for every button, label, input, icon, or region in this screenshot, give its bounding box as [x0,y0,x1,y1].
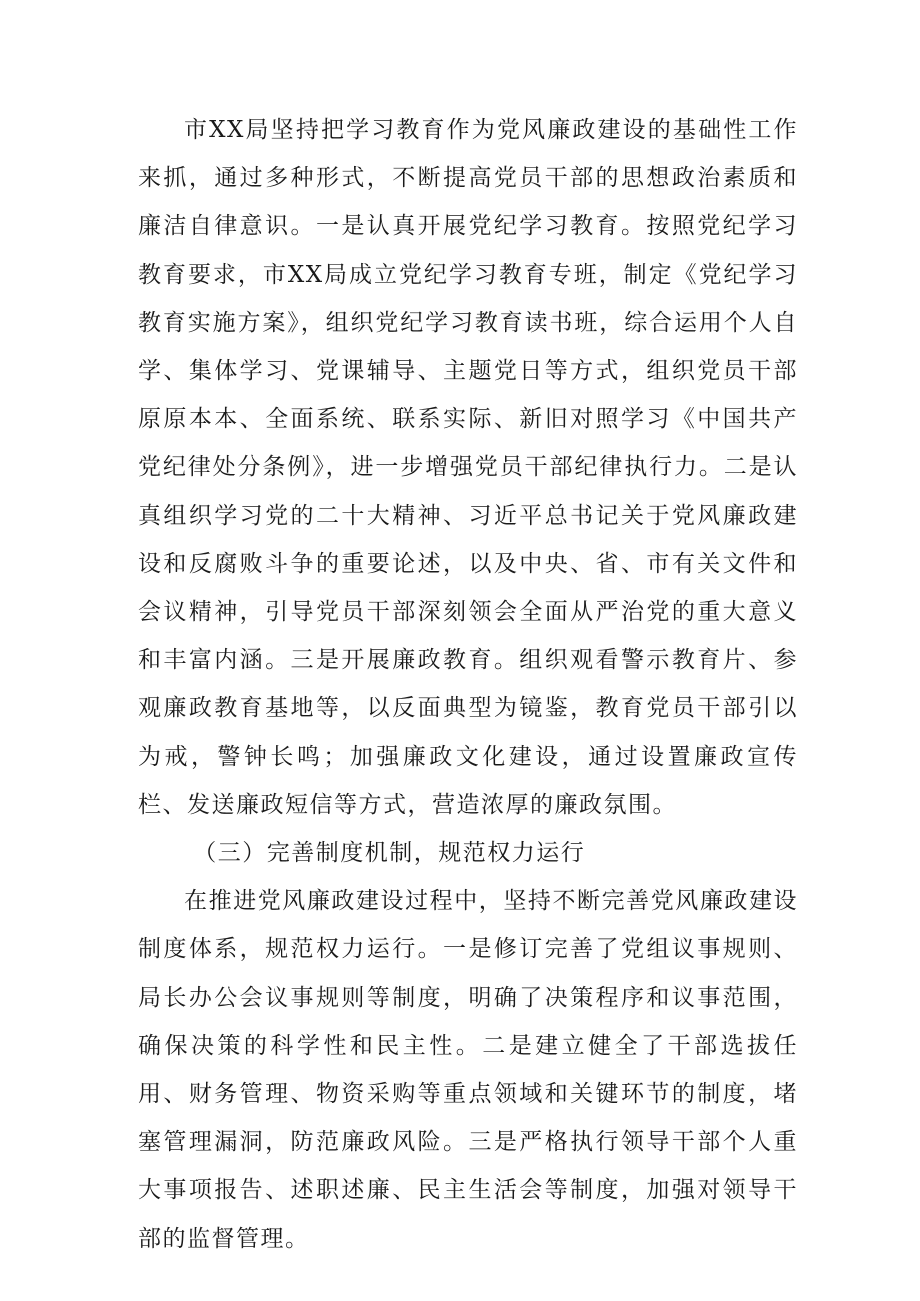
body-paragraph-1: 市XX局坚持把学习教育作为党风廉政建设的基础性工作来抓，通过多种形式，不断提高党员干部的思想政治素质和廉洁自律意识。一是认真开展党纪学习教育。按照党纪学习教育要求，市XX局成立党纪学习教育专班，制定《党纪学习教育实施方案》，组织党纪学习教育读书班，综合运用个人自学、集体学习、党课辅导、主题党日等方式，组织党员干部原原本本、全面系统、联系实际、新旧对照学习《中国共产党纪律处分条例》，进一步增强党员干部纪律执行力。二是认真组织学习党的二十大精神、习近平总书记关于党风廉政建设和反腐败斗争的重要论述，以及中央、省、市有关文件和会议精神，引导党员干部深刻领会全面从严治党的重大意义和丰富内涵。三是开展廉政教育。组织观看警示教育片、参观廉政教育基地等，以反面典型为镜鉴，教育党员干部引以为戒，警钟长鸣；加强廉政文化建设，通过设置廉政宣传栏、发送廉政短信等方式，营造浓厚的廉政氛围。 [138,117,798,818]
body-paragraph-2: 在推进党风廉政建设过程中，坚持不断完善党风廉政建设制度体系，规范权力运行。一是修订完善了党组议事规则、局长办公会议事规则等制度，明确了决策程序和议事范围，确保决策的科学性和民主性。二是建立健全了干部选拔任用、财务管理、物资采购等重点领域和关键环节的制度，堵塞管理漏洞，防范廉政风险。三是严格执行领导干部个人重大事项报告、述职述廉、民主生活会等制度，加强对领导干部的监督管理。 [138,888,798,1252]
section-heading: （三）完善制度机制，规范权力运行 [193,840,586,867]
document-body [138,106,798,1263]
